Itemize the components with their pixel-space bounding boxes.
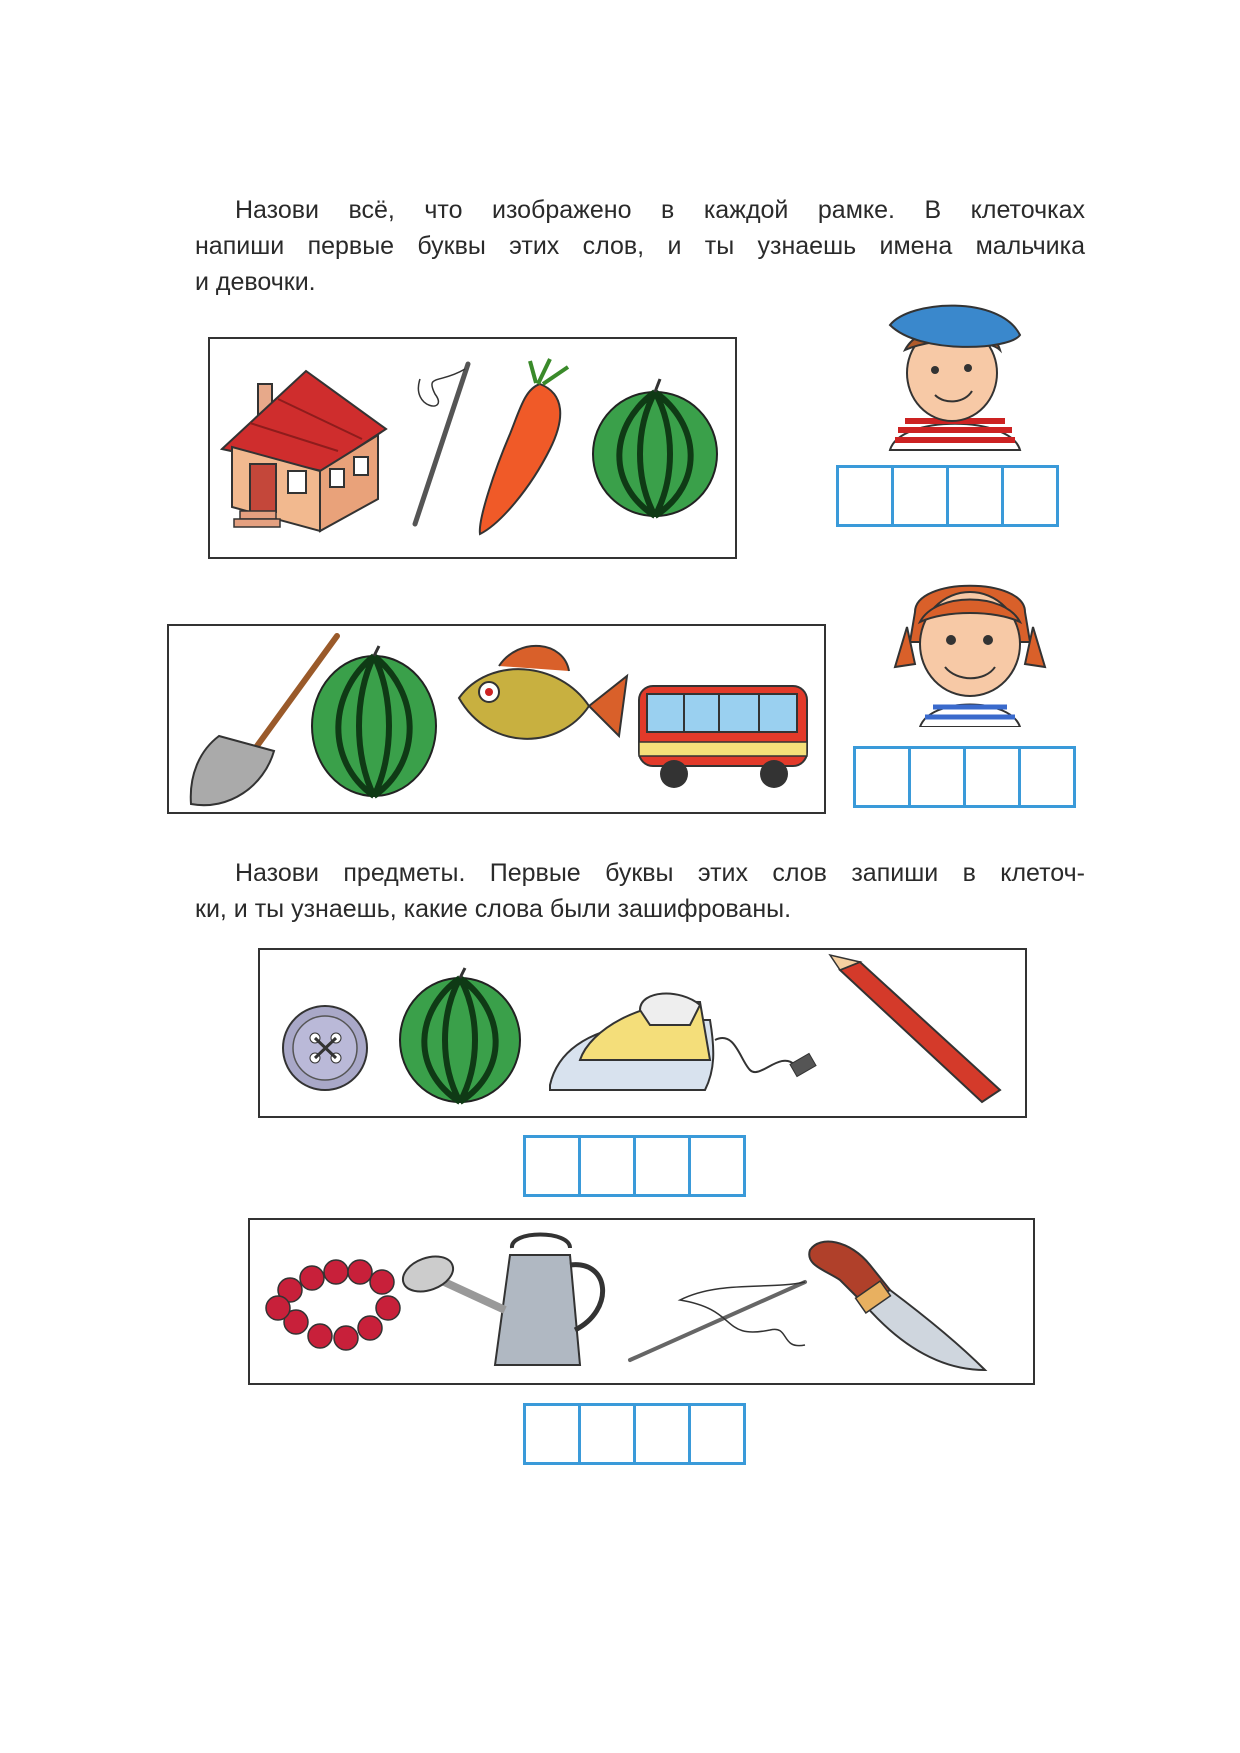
fish-icon bbox=[459, 646, 627, 739]
needle-icon bbox=[415, 364, 468, 524]
task2-line-1: Назови предметы. Первые буквы этих слов запиши в клеточ- bbox=[235, 859, 1085, 887]
task2-line-2: ки, и ты узнаешь, какие слова были зашифрованы. bbox=[195, 895, 792, 923]
house-icon bbox=[222, 371, 386, 531]
frame-4-pictures bbox=[250, 1220, 1033, 1383]
frame-1-pictures bbox=[210, 339, 735, 557]
word2-cells bbox=[523, 1403, 746, 1465]
task1-line-2: напиши первые буквы этих слов, и ты узнаешь имена мальчика bbox=[195, 232, 1085, 260]
letter-input[interactable] bbox=[1004, 468, 1056, 524]
letter-input[interactable] bbox=[636, 1406, 688, 1462]
word1-cells bbox=[523, 1135, 746, 1197]
letter-input[interactable] bbox=[1021, 749, 1073, 805]
letter-cell[interactable] bbox=[523, 1135, 581, 1197]
letter-cell[interactable] bbox=[578, 1403, 636, 1465]
letter-input[interactable] bbox=[581, 1138, 633, 1194]
pencil-icon bbox=[830, 955, 1000, 1102]
watermelon-icon bbox=[593, 379, 717, 516]
letter-cell[interactable] bbox=[836, 465, 894, 527]
letter-input[interactable] bbox=[581, 1406, 633, 1462]
letter-input[interactable] bbox=[911, 749, 963, 805]
letter-cell[interactable] bbox=[946, 465, 1004, 527]
task2-instructions bbox=[195, 855, 1085, 927]
frame-2-pictures bbox=[169, 626, 824, 812]
bus-icon bbox=[639, 686, 807, 788]
letter-input[interactable] bbox=[526, 1138, 578, 1194]
letter-cell[interactable] bbox=[891, 465, 949, 527]
letter-input[interactable] bbox=[526, 1406, 578, 1462]
letter-cell[interactable] bbox=[1018, 746, 1076, 808]
beads-icon bbox=[266, 1260, 400, 1350]
needle-icon bbox=[630, 1282, 805, 1360]
letter-input[interactable] bbox=[949, 468, 1001, 524]
letter-cell[interactable] bbox=[1001, 465, 1059, 527]
letter-cell[interactable] bbox=[523, 1403, 581, 1465]
girl-name-cells bbox=[853, 746, 1076, 808]
boy-name-cells bbox=[836, 465, 1059, 527]
letter-cell[interactable] bbox=[578, 1135, 636, 1197]
letter-input[interactable] bbox=[856, 749, 908, 805]
letter-cell[interactable] bbox=[853, 746, 911, 808]
letter-cell[interactable] bbox=[688, 1135, 746, 1197]
watermelon-icon bbox=[400, 968, 520, 1102]
letter-input[interactable] bbox=[636, 1138, 688, 1194]
letter-cell[interactable] bbox=[633, 1403, 691, 1465]
iron-icon bbox=[550, 994, 816, 1090]
carrot-icon bbox=[480, 359, 568, 534]
watering-can-icon bbox=[398, 1235, 603, 1366]
frame-3-pictures bbox=[260, 950, 1025, 1116]
letter-input[interactable] bbox=[691, 1138, 743, 1194]
letter-input[interactable] bbox=[966, 749, 1018, 805]
task1-line-1: Назови всё, что изображено в каждой рамке. В клеточках bbox=[235, 196, 1085, 224]
task1-instructions bbox=[195, 192, 1085, 300]
letter-input[interactable] bbox=[839, 468, 891, 524]
letter-cell[interactable] bbox=[908, 746, 966, 808]
task1-line-3: и девочки. bbox=[195, 268, 316, 296]
girl-portrait bbox=[885, 572, 1055, 727]
picture-frame-3 bbox=[258, 948, 1027, 1118]
boy-portrait bbox=[880, 295, 1030, 455]
picture-frame-2 bbox=[167, 624, 826, 814]
letter-cell[interactable] bbox=[963, 746, 1021, 808]
letter-cell[interactable] bbox=[688, 1403, 746, 1465]
picture-frame-1 bbox=[208, 337, 737, 559]
knife-icon bbox=[809, 1242, 985, 1370]
letter-input[interactable] bbox=[691, 1406, 743, 1462]
picture-frame-4 bbox=[248, 1218, 1035, 1385]
letter-cell[interactable] bbox=[633, 1135, 691, 1197]
watermelon-icon bbox=[312, 646, 436, 796]
button-icon bbox=[283, 1006, 367, 1090]
letter-input[interactable] bbox=[894, 468, 946, 524]
